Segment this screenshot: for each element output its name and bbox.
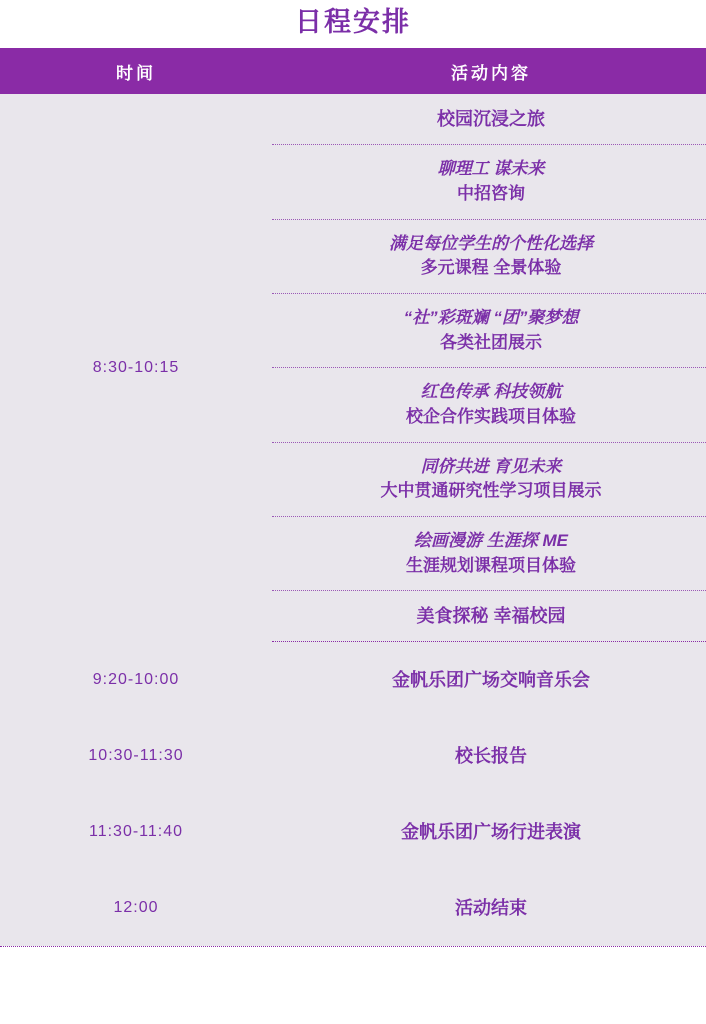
table-bottom-border [0,946,706,947]
activity-line: 红色传承 科技领航 [420,382,562,402]
activity-subline: 各类社团展示 [440,332,542,352]
activity-line: 活动结束 [455,898,527,919]
time-label: 12:00 [113,899,159,917]
content-cell [272,368,706,442]
activity-line: 绘画漫游 生涯探 ME [414,530,568,550]
table-row [0,94,706,145]
table-header [0,48,706,94]
activity-subline: 生涯规划课程项目体验 [406,555,576,575]
time-cell-morning-block [0,94,272,641]
time-cell [0,794,272,870]
page-title: 日程安排 [295,7,411,37]
content-cell [272,294,706,368]
content-cell [272,794,706,870]
table-row [0,718,706,794]
table-body [0,94,706,946]
activity-line: 同侪共进 育见未来 [420,456,562,476]
content-cell [272,219,706,293]
time-label: 10:30-11:30 [88,747,184,765]
content-cell [272,145,706,219]
activity-line: 校园沉浸之旅 [437,109,545,130]
table-header-row [0,48,706,94]
activity-line: 美食探秘 幸福校园 [416,606,566,627]
content-cell [272,442,706,516]
activity-subline: 中招咨询 [457,184,525,204]
content-cell [272,642,706,719]
activity-line: 金帆乐团广场交响音乐会 [392,670,590,691]
content-cell [272,718,706,794]
time-cell [0,642,272,719]
activity-line: “社”彩斑斓 “团”聚梦想 [403,308,579,328]
activity-line: 金帆乐团广场行进表演 [401,822,581,843]
time-label: 8:30-10:15 [92,359,180,377]
time-label: 9:20-10:00 [92,671,180,689]
content-cell [272,94,706,145]
activity-line: 满足每位学生的个性化选择 [389,233,593,253]
activity-subline: 校企合作实践项目体验 [406,406,576,426]
activity-line: 校长报告 [455,746,527,767]
content-cell [272,516,706,590]
activity-line: 聊理工 谋未来 [437,159,545,179]
table-row [0,870,706,946]
time-cell [0,870,272,946]
activity-subline: 大中贯通研究性学习项目展示 [380,481,602,501]
time-label: 11:30-11:40 [88,823,184,841]
column-header-content: 活动内容 [272,48,706,94]
table-row [0,642,706,719]
content-cell [272,591,706,642]
activity-subline: 多元课程 全景体验 [420,258,562,278]
table-row [0,794,706,870]
time-cell [0,718,272,794]
content-cell [272,870,706,946]
schedule-table [0,48,706,946]
column-header-time: 时间 [0,48,272,94]
